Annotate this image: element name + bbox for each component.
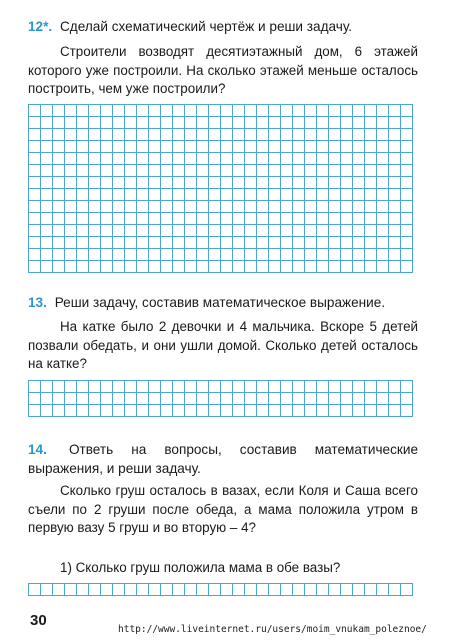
task-13-number: 13. <box>28 295 47 310</box>
task-14-problem: Сколько груш осталось в вазах, если Коля и Саша всего съели по 2 груши после обеда, а мама положила утром в первую вазу 5 груш и во вторую – 4? <box>28 483 418 535</box>
task-13-instruction: Реши задачу, составив математическое выражение. <box>54 295 386 310</box>
task-12-header <box>28 18 428 35</box>
task-12-instruction: Сделай схематический чертёж и реши задачу. <box>59 19 353 34</box>
task-12-answer-grid[interactable] <box>28 104 413 273</box>
source-url: http://www.liveinternet.ru/users/moim_vnukam_poleznoe/ <box>118 624 427 635</box>
task-14-instruction: Ответь на вопросы, составив математические выражения, и реши задачу. <box>28 442 418 476</box>
task-14-number: 14. <box>28 442 47 457</box>
task-12-problem: Строители возводят десятиэтажный дом, 6 этажей которого уже построили. На сколько этажей меньше осталось построить, чем уже построили? <box>28 44 418 96</box>
task-14-header <box>28 440 418 478</box>
task-14-question-1: 1) Сколько груш положила мама в обе вазы? <box>60 560 341 575</box>
page-number: 30 <box>30 612 47 629</box>
task-13-answer-grid[interactable] <box>28 380 413 417</box>
task-13-problem: На катке было 2 девочки и 4 мальчика. Вскоре 5 детей позвали обедать, и они ушли домой. Сколько детей осталось на катке? <box>28 319 418 371</box>
task-13-header <box>28 294 428 311</box>
task-12-number: 12*. <box>28 19 53 34</box>
task-14-answer-grid[interactable] <box>28 583 413 596</box>
